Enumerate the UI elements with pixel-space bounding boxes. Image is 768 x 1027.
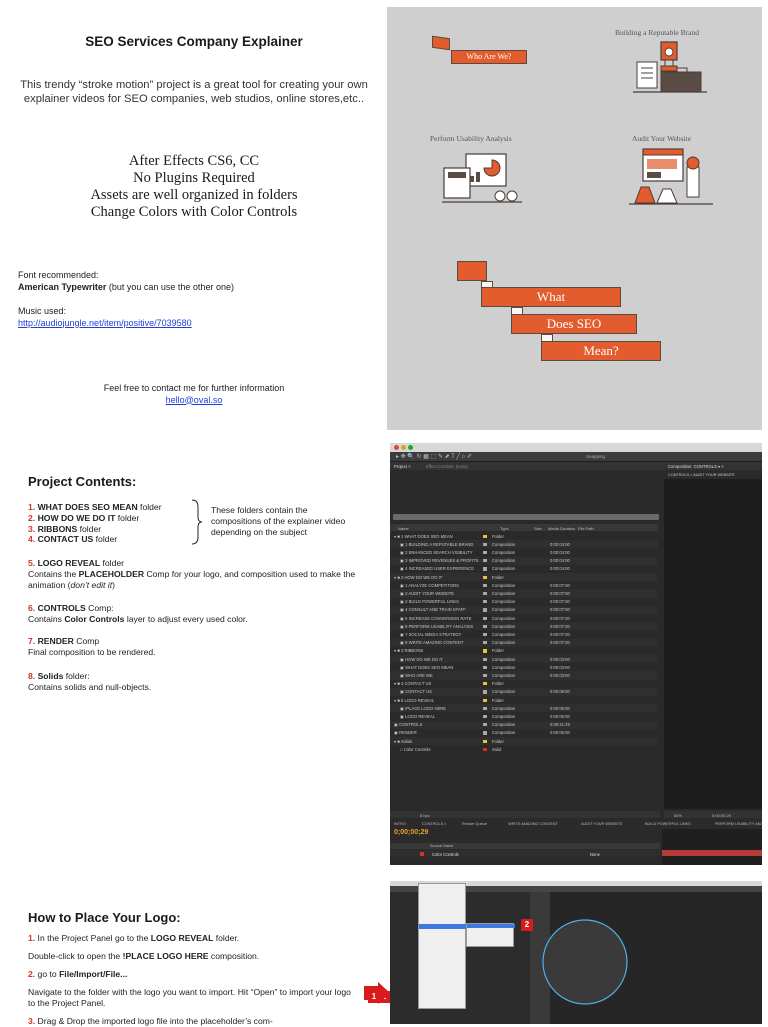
layer-color-swatch <box>420 852 424 856</box>
label-color-swatch[interactable] <box>483 584 487 587</box>
project-item-type: Composition <box>492 558 516 564</box>
label-color-swatch[interactable] <box>483 567 487 570</box>
project-item-name[interactable]: ▣ 4 CONSULT AND TRAIN STAFF <box>400 607 466 613</box>
project-item-row[interactable] <box>390 548 658 556</box>
project-item-type: Folder <box>492 697 504 703</box>
label-color-swatch[interactable] <box>483 625 487 628</box>
project-item-name[interactable]: ▣ 1 BUILDING A REPUTABLE BRAND <box>400 541 474 547</box>
project-item-name[interactable]: ▣ LOGO REVEAL <box>400 713 435 719</box>
project-item-duration: 0:00:21:29 <box>550 722 570 728</box>
project-item-type: Composition <box>492 640 516 646</box>
viewer-footer <box>664 811 762 818</box>
timeline-tabs <box>390 820 762 827</box>
project-item-row[interactable] <box>390 663 658 671</box>
project-item-name[interactable]: ▣ !PLACE LOGO HERE <box>400 705 447 711</box>
project-item-type: Composition <box>492 582 516 588</box>
place-logo-title: How to Place Your Logo: <box>28 910 181 925</box>
project-item-name[interactable]: ▾ ■ Solids <box>394 738 413 744</box>
project-item-row[interactable] <box>390 671 658 679</box>
project-item-duration: 0:00:03:00 <box>550 664 570 670</box>
project-item-row[interactable] <box>390 614 658 622</box>
layer-duration-bar[interactable] <box>662 850 762 856</box>
comp-panel-tab <box>660 462 762 470</box>
project-item-row[interactable] <box>390 721 658 729</box>
timeline-timecode[interactable]: 0;00;00;29 <box>394 829 429 836</box>
project-item-row[interactable] <box>390 557 658 565</box>
project-item-row[interactable] <box>390 680 658 688</box>
project-item-type: Solid <box>492 746 502 752</box>
import-submenu[interactable] <box>466 923 514 947</box>
project-item-row[interactable] <box>390 540 658 548</box>
project-item-name[interactable]: ▣ 2 AUDIT YOUR WEBSITE <box>400 590 455 596</box>
project-item-type: Folder <box>492 681 504 687</box>
label-color-swatch[interactable] <box>483 666 487 669</box>
ribbon-does-seo: Does SEO <box>511 314 637 334</box>
project-item-type: Composition <box>492 730 516 736</box>
contact-info <box>0 383 388 406</box>
project-columns-header <box>390 524 658 531</box>
contact-text: Feel free to contact me for further information <box>103 383 285 393</box>
project-item-name[interactable]: ▾ ■ 3 RIBBONS <box>394 648 424 654</box>
folder-item: 4. CONTACT US folder <box>28 534 118 545</box>
project-item-name[interactable]: □ Color Controls <box>400 746 431 752</box>
minimize-window-icon[interactable] <box>401 445 406 450</box>
project-item-duration: 0:00:04:00 <box>550 541 570 547</box>
comp-subtabs <box>664 471 760 478</box>
font-label: Font recommended: <box>18 270 99 280</box>
audit-website-icon <box>629 147 713 205</box>
render-info: 7. RENDER Comp Final composition to be rendered. <box>28 636 156 657</box>
project-item-name[interactable]: ▣ CONTROLS <box>394 722 423 728</box>
close-window-icon[interactable] <box>394 445 399 450</box>
project-item-row[interactable] <box>390 655 658 663</box>
project-item-row[interactable] <box>390 589 658 597</box>
project-item-duration: 0:00:07:00 <box>550 615 570 621</box>
label-color-swatch[interactable] <box>483 707 487 710</box>
project-item-name[interactable]: ▣ CONTACT US <box>400 689 432 695</box>
project-item-duration: 0:00:07:00 <box>550 590 570 596</box>
step-marker-1-label: 1 <box>368 991 380 1003</box>
project-item-duration: 0:00:06:00 <box>550 689 570 695</box>
tab-composition[interactable]: Composition: CONTROLS ▾ × <box>668 463 724 469</box>
project-item-name[interactable]: ▣ 2 ENHANCED SEARCH VISIBILITY <box>400 549 473 555</box>
import-menu-screenshot <box>390 881 762 1024</box>
feature-item: Change Colors with Color Controls <box>90 204 298 220</box>
tools-toolbar <box>390 452 762 462</box>
project-item-type: Composition <box>492 689 516 695</box>
ribbon-mean: Mean? <box>541 341 661 361</box>
project-item-type: Folder <box>492 738 504 744</box>
viewer-timecode[interactable]: 0;00;00;29 <box>712 812 731 818</box>
tab-project[interactable]: Project × <box>394 463 411 469</box>
logo-step-3: 3. Drag & Drop the imported logo file into the placeholder’s com- <box>28 1016 273 1026</box>
label-color-swatch[interactable] <box>483 559 487 562</box>
project-item-row[interactable] <box>390 606 658 614</box>
project-item-name[interactable]: ▣ 3 IMPROVED REVENUES & PROFITS <box>400 558 479 564</box>
timeline-tab[interactable]: INTRO <box>394 821 406 826</box>
project-item-type: Composition <box>492 672 516 678</box>
project-item-name[interactable]: ▣ 1 ANALYZE COMPETITORS <box>400 582 459 588</box>
solids-info: 8. Solids folder: Contains solids and null-objects. <box>28 671 152 692</box>
project-item-row[interactable] <box>390 704 658 712</box>
project-item-type: Composition <box>492 549 516 555</box>
font-recommendation <box>18 270 234 293</box>
label-color-swatch[interactable] <box>483 658 487 661</box>
project-item-row[interactable] <box>390 581 658 589</box>
trophy-briefcase-icon <box>631 40 709 94</box>
zoom-level[interactable]: 50% <box>674 812 683 818</box>
folder-list <box>28 502 198 545</box>
project-item-row[interactable] <box>390 688 658 696</box>
project-item-row[interactable] <box>390 647 658 655</box>
project-item-name[interactable]: ▣ 4 INCREASED USER EXPERIENCE <box>400 566 474 572</box>
project-item-type: Folder <box>492 574 504 580</box>
label-color-swatch[interactable] <box>483 576 487 579</box>
project-item-list <box>390 532 658 762</box>
label-color-swatch[interactable] <box>483 731 487 734</box>
timeline-layer-row[interactable] <box>390 850 660 857</box>
project-item-duration: 0:00:04:00 <box>550 558 570 564</box>
feature-item: No Plugins Required <box>133 170 255 186</box>
project-panel-tabs <box>390 462 660 470</box>
timeline-tab[interactable]: WRITE AMAZING CONTENT <box>508 821 558 826</box>
timeline-header <box>390 843 660 849</box>
logo-reveal-info: 5. LOGO REVEAL folder Contains the PLACEHOLDER Comp for your logo, and composition used to make the animation (don’t edit it) <box>28 558 356 590</box>
ribbon-tail <box>457 261 487 281</box>
ribbon-what: What <box>481 287 621 307</box>
project-item-row[interactable] <box>390 532 658 540</box>
music-link[interactable]: http://audiojungle.net/item/positive/7039580 <box>18 317 192 328</box>
label-color-swatch[interactable] <box>483 592 487 595</box>
snapping-label[interactable]: Snapping <box>586 454 606 459</box>
project-item-row[interactable] <box>390 745 658 753</box>
project-item-type: Composition <box>492 615 516 621</box>
page-title: SEO Services Company Explainer <box>85 34 303 49</box>
project-item-type: Composition <box>492 713 516 719</box>
brand-label: Building a Reputable Brand <box>615 28 699 37</box>
project-item-row[interactable] <box>390 598 658 606</box>
audit-label: Audit Your Website <box>632 134 692 143</box>
music-info <box>18 306 192 329</box>
col-media-duration[interactable]: Media Duration <box>548 525 576 531</box>
label-color-swatch[interactable] <box>483 723 487 726</box>
logo-placeholder-circle[interactable] <box>540 917 630 1007</box>
label-color-swatch[interactable] <box>483 633 487 636</box>
project-item-duration: 0:00:03:00 <box>550 656 570 662</box>
project-item-type: Folder <box>492 533 504 539</box>
project-item-row[interactable] <box>390 696 658 704</box>
project-item-name[interactable]: ▣ WHO ARE WE <box>400 672 433 678</box>
window-titlebar <box>390 443 762 452</box>
tab-effect-controls[interactable]: Effect Controls: (none) <box>426 463 468 469</box>
intro-text: This trendy “stroke motion” project is a great tool for creating your own explainer videos for SEO companies, web studios, online stores,etc.. <box>20 79 368 105</box>
label-color-swatch[interactable] <box>483 715 487 718</box>
timeline-tab[interactable]: PERFORM USABILITY ANA <box>715 821 764 826</box>
project-contents-title: Project Contents: <box>28 474 137 489</box>
label-color-swatch[interactable] <box>483 748 487 751</box>
project-footer <box>390 811 660 818</box>
project-item-name[interactable]: ▣ 3 BUILD POWERFUL LINKS <box>400 599 459 605</box>
project-item-duration: 0:00:07:00 <box>550 640 570 646</box>
col-file-path[interactable]: File Path <box>578 525 594 531</box>
project-item-name[interactable]: ▣ HOW DO WE DO IT <box>400 656 444 662</box>
label-color-swatch[interactable] <box>483 608 487 611</box>
project-item-duration: 0:00:07:00 <box>550 599 570 605</box>
project-item-duration: 0:00:07:00 <box>550 582 570 588</box>
timeline-track-area[interactable] <box>662 829 762 865</box>
logo-step-2: 2. go to File/Import/File... <box>28 969 128 979</box>
project-item-name[interactable]: ▾ ■ 2 HOW DO WE DO IT <box>394 574 443 580</box>
project-item-row[interactable] <box>390 729 658 737</box>
label-color-swatch[interactable] <box>483 617 487 620</box>
project-item-type: Composition <box>492 631 516 637</box>
label-color-swatch[interactable] <box>483 535 487 538</box>
bpc-label[interactable]: 8 bpc <box>420 812 430 818</box>
logo-step-1: 1. In the Project Panel go to the LOGO REVEAL folder. <box>28 933 240 943</box>
project-item-row[interactable] <box>390 639 658 647</box>
project-item-name[interactable]: ▾ ■ 5 LOGO REVEAL <box>394 697 435 703</box>
layer-name[interactable]: Color Controls <box>432 851 459 857</box>
label-color-swatch[interactable] <box>483 600 487 603</box>
ribbon-tail <box>432 36 450 51</box>
after-effects-screenshot <box>390 443 762 865</box>
project-item-name[interactable]: ▣ 8 WRITE AMAZING CONTENT <box>400 640 464 646</box>
timeline-tab[interactable]: AUDIT YOUR WEBSITE <box>581 821 623 826</box>
project-item-row[interactable] <box>390 737 658 745</box>
project-item-row[interactable] <box>390 712 658 720</box>
font-name: American Typewriter <box>18 281 107 292</box>
file-submenu-item[interactable] <box>467 924 515 928</box>
col-name[interactable]: Name <box>398 525 409 531</box>
folder-brace-note: These folders contain the compositions of the explainer video depending on the subject <box>211 505 346 537</box>
project-item-name[interactable]: ▾ ■ 4 CONTACT US <box>394 681 432 687</box>
project-item-name[interactable]: ▣ 5 INCREASE CONVERSION RATE <box>400 615 472 621</box>
project-item-type: Composition <box>492 541 516 547</box>
comp-breadcrumb[interactable]: CONTROLS × AUDIT YOUR WEBSITE <box>668 472 735 477</box>
font-note: (but you can use the other one) <box>106 281 234 292</box>
label-color-swatch[interactable] <box>483 740 487 743</box>
label-color-swatch[interactable] <box>483 551 487 554</box>
parent-select[interactable]: None <box>590 851 601 857</box>
project-item-type: Composition <box>492 566 516 572</box>
project-item-duration: 0:00:07:00 <box>550 631 570 637</box>
project-item-name[interactable]: ▣ 6 PERFORM USABILITY ANALYSIS <box>400 623 474 629</box>
label-color-swatch[interactable] <box>483 682 487 685</box>
project-item-name[interactable]: ▣ 7 SOCIAL MEDIA STRATEGY <box>400 631 462 637</box>
logo-step-doubleclick: Double-click to open the !PLACE LOGO HERE composition. <box>28 951 260 961</box>
project-item-duration: 0:00:04:00 <box>550 549 570 555</box>
project-item-type: Composition <box>492 705 516 711</box>
brace-icon <box>190 499 204 545</box>
project-item-type: Composition <box>492 607 516 613</box>
project-item-type: Composition <box>492 599 516 605</box>
music-label: Music used: <box>18 306 67 316</box>
file-menu-dropdown[interactable] <box>418 883 466 1009</box>
feature-item: After Effects CS6, CC <box>128 153 260 169</box>
who-are-we-ribbon: Who Are We? <box>451 50 527 64</box>
project-item-type: Folder <box>492 648 504 654</box>
label-color-swatch[interactable] <box>483 690 487 693</box>
project-item-duration: 0:00:05:00 <box>550 730 570 736</box>
folder-item: 2. HOW DO WE DO IT folder <box>28 512 140 523</box>
project-item-name[interactable]: ▾ ■ 1 WHAT DOES SEO MEAN <box>394 533 453 539</box>
usability-analysis-icon <box>442 150 522 204</box>
timeline-tab[interactable]: BUILD POWERFUL LINKS <box>645 821 691 826</box>
label-color-swatch[interactable] <box>483 649 487 652</box>
col-size[interactable]: Size <box>534 525 542 531</box>
feature-item: Assets are well organized in folders <box>90 187 298 203</box>
contact-email-link[interactable]: hello@oval.so <box>165 394 223 405</box>
project-item-duration: 0:00:04:00 <box>550 566 570 572</box>
project-item-row[interactable] <box>390 573 658 581</box>
tool-icons[interactable]: ▸ ✥ 🔍 ↻ ▦ ⬚ ✎ ⬈ T ╱ ⌂ ✐ <box>396 454 472 460</box>
project-item-type: Composition <box>492 623 516 629</box>
project-item-duration: 0:00:07:00 <box>550 623 570 629</box>
project-item-row[interactable] <box>390 565 658 573</box>
folder-item: 3. RIBBONS folder <box>28 523 102 534</box>
label-color-swatch[interactable] <box>483 674 487 677</box>
zoom-window-icon[interactable] <box>408 445 413 450</box>
project-item-duration: 0:00:05:00 <box>550 705 570 711</box>
timeline-tab[interactable]: CONTROLS × <box>422 821 447 826</box>
composition-viewer[interactable] <box>664 479 762 809</box>
project-item-type: Composition <box>492 722 516 728</box>
import-menu-item[interactable] <box>419 924 467 929</box>
label-color-swatch[interactable] <box>483 543 487 546</box>
project-item-name[interactable]: ▣ WHAT DOES SEO MEAN <box>400 664 454 670</box>
col-type[interactable]: Type <box>500 525 509 531</box>
project-item-duration: 0:00:07:00 <box>550 607 570 613</box>
project-item-type: Composition <box>492 664 516 670</box>
source-name-col[interactable]: Source Name <box>430 844 454 848</box>
label-color-swatch[interactable] <box>483 699 487 702</box>
project-item-type: Composition <box>492 590 516 596</box>
project-item-duration: 0:00:03:00 <box>550 672 570 678</box>
timeline-tab[interactable]: Render Queue <box>462 821 487 826</box>
controls-info: 6. CONTROLS Comp: Contains Color Controls layer to adjust every used color. <box>28 603 248 624</box>
project-item-type: Composition <box>492 656 516 662</box>
project-search-input[interactable] <box>393 514 659 520</box>
label-color-swatch[interactable] <box>483 641 487 644</box>
project-item-row[interactable] <box>390 630 658 638</box>
feature-list <box>0 153 388 221</box>
project-item-row[interactable] <box>390 622 658 630</box>
folder-item: 1. WHAT DOES SEO MEAN folder <box>28 502 162 512</box>
preview-panel <box>387 7 762 430</box>
project-item-name[interactable]: ▣ RENDER <box>394 730 417 736</box>
project-item-duration: 0:00:05:00 <box>550 713 570 719</box>
usability-label: Perform Usability Analysis <box>430 134 512 143</box>
logo-step-navigate: Navigate to the folder with the logo you want to import. Hit “Open” to import your logo to the Project Panel. <box>28 987 351 1008</box>
step-marker-2: 2 <box>521 919 533 931</box>
